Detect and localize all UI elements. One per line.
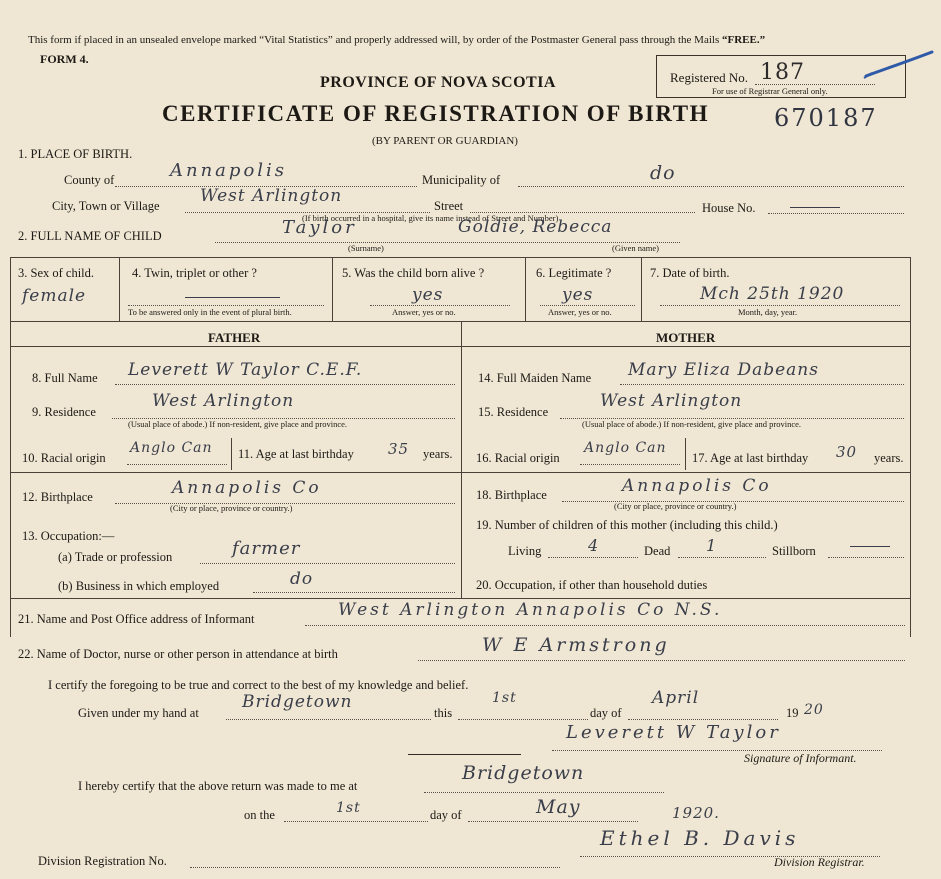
living-label: Living [508, 544, 542, 558]
municipality-label: Municipality of [422, 173, 501, 187]
given-month-value: April [652, 688, 700, 708]
child-name-line [215, 242, 680, 243]
registered-line [755, 84, 875, 85]
stillborn-line [828, 557, 904, 558]
municipality-value: do [650, 162, 676, 184]
alive-label: 5. Was the child born alive ? [342, 266, 485, 280]
registrar-place-line [424, 792, 664, 793]
twin-label: 4. Twin, triplet or other ? [132, 266, 257, 280]
mother-age-unit: years. [874, 451, 904, 465]
trade-value: farmer [232, 538, 301, 559]
free-label: “FREE.” [721, 34, 766, 46]
father-name-value: Leverett W Taylor C.E.F. [128, 360, 363, 380]
twin-line [128, 305, 324, 306]
hospital-note: (If birth occurred in a hospital, give its name instead of Street and Number) [302, 213, 559, 223]
given-year-value: 20 [804, 702, 824, 718]
alive-line [370, 305, 510, 306]
business-value: do [290, 569, 314, 589]
dob-value: Mch 25th 1920 [700, 284, 845, 304]
dob-label: 7. Date of birth. [650, 266, 730, 280]
registrar-place-value: Bridgetown [462, 762, 585, 784]
house-label: House No. [702, 201, 756, 215]
father-res-label: 9. Residence [32, 405, 96, 419]
registrar-month-line [468, 821, 638, 822]
dob-line [660, 305, 900, 306]
mother-bp-value: Annapolis Co [622, 476, 772, 496]
given-this-label: this [434, 706, 453, 720]
given-caption: (Given name) [612, 243, 659, 253]
certify-text: I certify the foregoing to be true and correct to the best of my knowledge and belief. [48, 678, 469, 692]
father-race-label: 10. Racial origin [22, 451, 106, 465]
house-line [768, 213, 904, 214]
rule-center [461, 321, 462, 598]
dead-value: 1 [706, 536, 718, 555]
trade-line [200, 563, 455, 564]
informant-line [305, 625, 905, 626]
rule-parents-bottom [10, 598, 910, 599]
trade-label: (a) Trade or profession [58, 550, 173, 564]
registered-note: For use of Registrar General only. [712, 86, 828, 96]
province-heading: PROVINCE OF NOVA SCOTIA [320, 74, 556, 91]
certificate-subtitle: (BY PARENT OR GUARDIAN) [372, 135, 518, 147]
father-bp-label: 12. Birthplace [22, 490, 93, 504]
legit-note: Answer, yes or no. [548, 307, 612, 317]
division-reg-label: Division Registration No. [38, 854, 167, 868]
given-month-line [628, 719, 778, 720]
child-given: Goldie, Rebecca [458, 217, 613, 237]
legit-line [540, 305, 635, 306]
mother-heading: MOTHER [656, 330, 716, 345]
informant-label: 21. Name and Post Office address of Informant [18, 612, 255, 626]
place-heading: 1. PLACE OF BIRTH. [18, 147, 133, 161]
business-line [253, 592, 455, 593]
rule-col-d [641, 257, 642, 321]
father-race-value: Anglo Can [130, 440, 213, 456]
county-value: Annapolis [170, 160, 288, 181]
given-day-value: 1st [492, 690, 517, 706]
registrar-dayof-label: day of [430, 808, 462, 822]
mother-race-label: 16. Racial origin [476, 451, 560, 465]
alive-note: Answer, yes or no. [392, 307, 456, 317]
registrar-sig-label: Division Registrar. [774, 855, 865, 869]
sex-label: 3. Sex of child. [18, 266, 95, 280]
mother-res-note: (Usual place of abode.) If non-resident, give place and province. [582, 419, 802, 429]
stillborn-label: Stillborn [772, 544, 816, 558]
mother-res-label: 15. Residence [478, 405, 549, 419]
alive-value: yes [412, 285, 444, 305]
registrar-day-value: 1st [336, 800, 361, 816]
mother-age-label: 17. Age at last birthday [692, 451, 809, 465]
mother-res-value: West Arlington [600, 391, 743, 411]
rule-right [910, 257, 911, 637]
registrar-signature: Ethel B. Davis [600, 826, 800, 850]
mother-name-line [620, 384, 904, 385]
registrar-text: I hereby certify that the above return was made to me at [78, 779, 358, 793]
surname-caption: (Surname) [348, 243, 384, 253]
father-age-unit: years. [423, 447, 453, 461]
legit-value: yes [562, 285, 594, 305]
mother-name-label: 14. Full Maiden Name [478, 371, 592, 385]
street-label: Street [434, 199, 464, 213]
rule-col-a [119, 257, 120, 321]
father-row-rule [10, 472, 461, 473]
mother-name-value: Mary Eliza Dabeans [628, 360, 819, 380]
rule-col-b [332, 257, 333, 321]
county-label: County of [64, 173, 115, 187]
informant-sig-label: Signature of Informant. [744, 751, 857, 765]
rule-top [10, 257, 910, 258]
postal-notice-text: This form if placed in an unsealed envelope marked “Vital Statistics” and properly addressed will, by order of the Postmaster General pass through the Mails [28, 34, 722, 46]
father-name-label: 8. Full Name [32, 371, 98, 385]
rule-col-c [525, 257, 526, 321]
postal-notice [28, 34, 765, 46]
father-age-divider [231, 438, 232, 470]
informant-signature: Leverett W Taylor [566, 722, 781, 743]
rule-parents-head [10, 346, 910, 347]
division-reg-line [190, 867, 560, 868]
mother-row-rule [461, 472, 910, 473]
doctor-line [418, 660, 905, 661]
business-label: (b) Business in which employed [58, 579, 220, 593]
mother-race-line [580, 464, 680, 465]
dead-label: Dead [644, 544, 671, 558]
twin-dash [185, 297, 280, 298]
registrar-month-value: May [536, 796, 581, 818]
registrar-year-value: 1920. [672, 804, 720, 822]
dob-note: Month, day, year. [738, 307, 798, 317]
rule-row3 [10, 321, 910, 322]
children-label: 19. Number of children of this mother (including this child.) [476, 518, 778, 532]
registrar-day-line [284, 821, 428, 822]
father-occ-label: 13. Occupation:— [22, 529, 115, 543]
mother-occ-label: 20. Occupation, if other than household duties [476, 578, 708, 592]
given-day-line [458, 719, 588, 720]
separator-rule [408, 754, 521, 755]
registrar-on-label: on the [244, 808, 275, 822]
registered-value: 187 [760, 60, 805, 85]
given-year-prefix: 19 [786, 706, 799, 720]
dead-line [678, 557, 766, 558]
mother-race-value: Anglo Can [584, 440, 667, 456]
municipality-line [518, 186, 904, 187]
registration-id: 670187 [774, 104, 878, 132]
informant-value: West Arlington Annapolis Co N.S. [338, 600, 723, 620]
city-value: West Arlington [200, 186, 343, 206]
certificate-title: CERTIFICATE OF REGISTRATION OF BIRTH [162, 101, 709, 126]
rule-left [10, 257, 11, 637]
mother-age-value: 30 [836, 443, 858, 461]
house-dash [790, 207, 840, 208]
father-bp-note: (City or place, province or country.) [170, 503, 293, 513]
child-name-label: 2. FULL NAME OF CHILD [18, 229, 162, 243]
doctor-value: W E Armstrong [482, 634, 670, 656]
mother-bp-label: 18. Birthplace [476, 488, 547, 502]
father-race-line [127, 464, 227, 465]
given-dayof-label: day of [590, 706, 622, 720]
living-value: 4 [588, 536, 600, 555]
form-number: FORM 4. [40, 52, 89, 66]
given-label: Given under my hand at [78, 706, 199, 720]
given-place-value: Bridgetown [242, 692, 353, 712]
child-surname: Taylor [282, 217, 357, 238]
father-res-note: (Usual place of abode.) If non-resident, give place and province. [128, 419, 348, 429]
father-heading: FATHER [208, 330, 261, 345]
mother-bp-note: (City or place, province or country.) [614, 501, 737, 511]
city-label: City, Town or Village [52, 199, 160, 213]
father-age-label: 11. Age at last birthday [238, 447, 354, 461]
father-name-line [115, 384, 455, 385]
registered-label: Registered No. [670, 70, 748, 85]
doctor-label: 22. Name of Doctor, nurse or other person in attendance at birth [18, 647, 338, 661]
given-place-line [226, 719, 431, 720]
stillborn-dash [850, 546, 890, 547]
living-line [548, 557, 638, 558]
sex-value: female [22, 286, 87, 306]
twin-note: To be answered only in the event of plural birth. [128, 307, 292, 317]
mother-age-divider [685, 438, 686, 470]
father-res-value: West Arlington [152, 391, 295, 411]
father-age-value: 35 [388, 440, 410, 458]
father-bp-value: Annapolis Co [172, 478, 322, 498]
legit-label: 6. Legitimate ? [536, 266, 612, 280]
pen-check-icon [862, 48, 936, 82]
